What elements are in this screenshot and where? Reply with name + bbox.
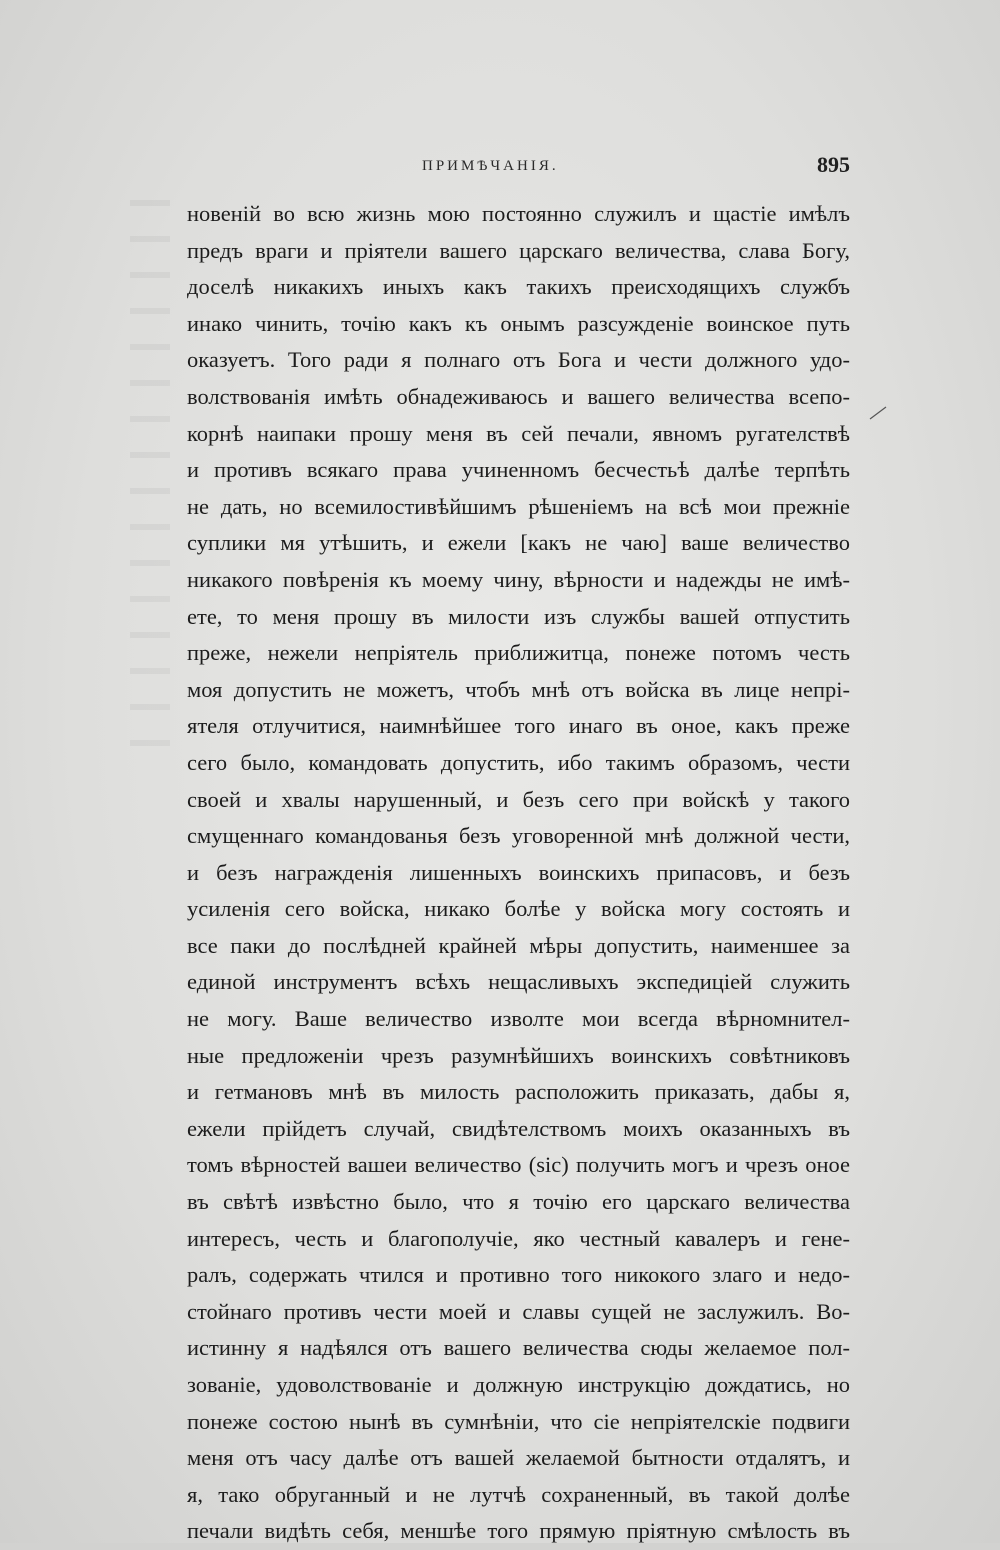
body-text: [187, 196, 850, 1550]
text-line: смущеннаго командованья безъ уговоренной мнѣ должной чести,: [187, 823, 850, 849]
text-line: томъ вѣрностей вашеи величество (sic) получить могъ и чрезъ оное: [187, 1152, 850, 1178]
text-line: все паки до послѣдней крайней мѣры допустить, наименшее за: [187, 932, 850, 958]
margin-pencil-mark: [868, 403, 888, 423]
text-line: моя допустить не можетъ, чтобъ мнѣ отъ войска въ лице непрi-: [187, 676, 850, 702]
text-line: оказуетъ. Того ради я полнаго отъ Бога и чести должного удо-: [187, 347, 850, 373]
text-line: предъ враги и прiятели вашего царскаго величества, слава Богу,: [187, 237, 850, 263]
page-number: 895: [817, 152, 850, 177]
text-line: истинну я надѣялся отъ вашего величества сюды желаемое пол-: [187, 1335, 850, 1361]
running-head: ПРИМѢЧАНІЯ.: [422, 158, 559, 174]
text-line: ные предложенiи чрезъ разумнѣйшихъ воинскихъ совѣтниковъ: [187, 1042, 850, 1068]
show-through-bleed: [130, 200, 170, 760]
text-line: и гетмановъ мнѣ въ милость расположить приказать, дабы я,: [187, 1079, 850, 1105]
text-line: своей и хвалы нарушенный, и безъ сего при войскѣ у такого: [187, 786, 850, 812]
text-line: не могу. Ваше величество изволте мои всегда вѣрномнител-: [187, 1006, 850, 1032]
text-line: корнѣ наипаки прошу меня въ сей печали, явномъ ругателствѣ: [187, 420, 850, 446]
text-line: усиленiя сего войска, никако болѣе у войска могу состоять и: [187, 896, 850, 922]
text-line: не дать, но всемилостивѣйшимъ рѣшенiемъ на всѣ мои прежнiе: [187, 493, 850, 519]
text-line: зованiе, удоволствованiе и должную инструкцiю дождатись, но: [187, 1372, 850, 1397]
text-line: новенiй во всю жизнь мою постоянно служилъ и щастiе имѣлъ: [187, 201, 850, 226]
text-line: меня отъ часу далѣе отъ вашей желаемой бытности отдалятъ, и: [187, 1445, 850, 1471]
text-line: въ свѣтѣ извѣстно было, что я точiю его царскаго величества: [187, 1189, 850, 1215]
text-line: единой инструментъ всѣхъ нещасливыхъ экспедицiей служить: [187, 969, 850, 995]
text-line: печали видѣть себя, меншѣе того прямую прiятную смѣлость въ: [187, 1518, 850, 1544]
text-line: преже, нежели непрiятель приближитца, понеже потомъ честь: [187, 640, 850, 666]
text-line: ете, то меня прошу въ милости изъ службы вашей отпустить: [187, 603, 850, 629]
text-line: доселѣ никакихъ иныхъ какъ такихъ преисходящихъ службъ: [187, 274, 850, 300]
text-line: и безъ награжденiя лишенныхъ воинскихъ припасовъ, и безъ: [187, 859, 850, 885]
text-line: понеже состою нынѣ въ сумнѣнiи, что сiе непрiятелскiе подвиги: [187, 1408, 850, 1434]
text-line: интересъ, честь и благополучiе, яко честный кавалеръ и гене-: [187, 1225, 850, 1251]
text-line: ятеля отлучитися, наимнѣйшее того инаго въ оное, какъ преже: [187, 713, 850, 739]
text-line: никакого повѣренiя къ моему чину, вѣрности и надежды не имѣ-: [187, 566, 850, 592]
text-line: инако чинить, точiю какъ къ онымъ разсужденiе воинское путь: [187, 310, 850, 336]
text-line: я, тако обруганный и не лутчѣ сохраненный, въ такой долѣе: [187, 1481, 850, 1507]
text-line: стойнаго противъ чести моей и славы сущей не заслужилъ. Во-: [187, 1298, 850, 1324]
text-line: сего было, командовать допустить, ибо такимъ образомъ, чести: [187, 749, 850, 775]
text-line: суплики мя утѣшить, и ежели [какъ не чаю] ваше величество: [187, 530, 850, 556]
text-line: ралъ, содержать чтился и противно того никокого злаго и недо-: [187, 1262, 850, 1288]
page-header: [187, 152, 850, 182]
text-line: и противъ всякаго права учиненномъ бесчестьѣ далѣе терпѣть: [187, 457, 850, 483]
text-line: волствованiя имѣть обнадеживаюсь и вашего величества всепо-: [187, 383, 850, 409]
text-line: ежели прiйдетъ случай, свидѣтелствомъ моихъ оказанныхъ въ: [187, 1115, 850, 1141]
